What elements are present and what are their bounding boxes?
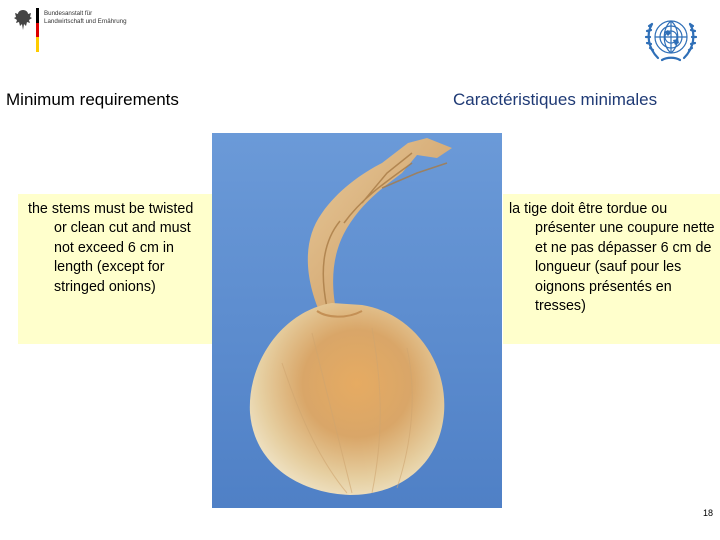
agency-name [44,10,127,26]
english-requirement-text: the stems must be twisted or clean cut and must not exceed 6 cm in length (except for stringed onions) [28,201,194,295]
page-number: 18 [703,508,714,518]
french-requirement-box [503,194,720,344]
agency-name-line2: Landwirtschaft und Ernährung [44,18,127,25]
agency-name-line1: Bundesanstalt für [44,10,93,17]
german-flag-bar [36,8,39,52]
french-requirement-text: la tige doit être tordue ou présenter une coupure nette et ne pas dépasser 6 cm de longueur (sauf pour les oignons présentés en tresses) [509,201,715,315]
onion-photo [212,133,502,508]
eagle-icon [12,8,34,32]
agency-logo [8,6,148,54]
heading-french: Caractéristiques minimales [453,90,658,109]
heading-english: Minimum requirements [6,90,179,109]
un-emblem-icon [640,10,702,68]
english-requirement-box [18,194,212,344]
